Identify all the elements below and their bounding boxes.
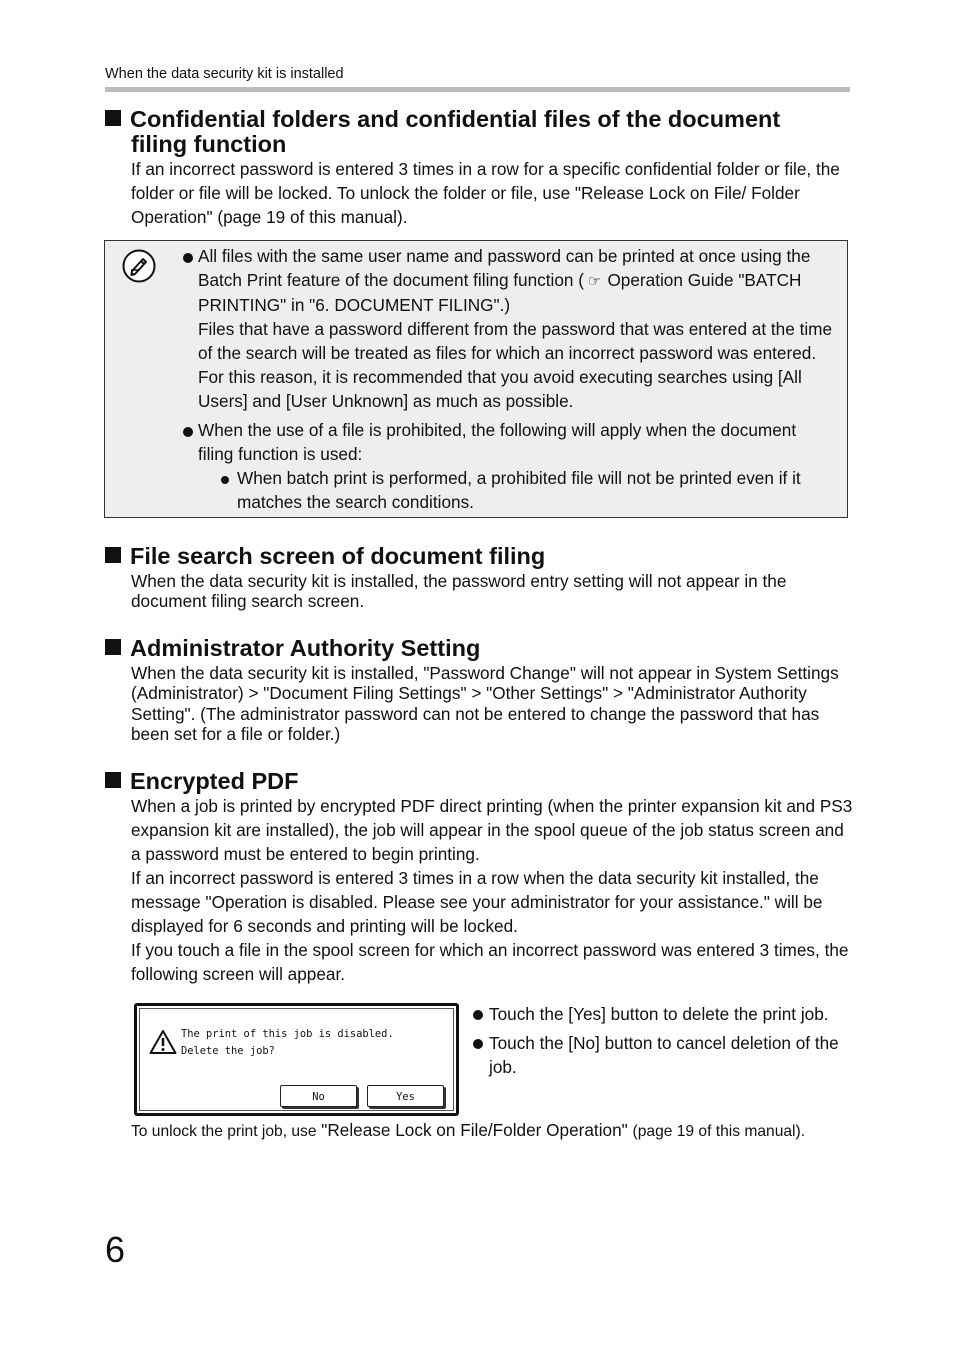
section-square-bullet xyxy=(105,772,121,788)
note-item1-ref: Operation Guide "BATCH PRINTING" in "6. DOCUMENT FILING".) xyxy=(198,270,802,315)
pencil-note-icon xyxy=(122,249,156,283)
footnote-part2: "Release Lock on File/Folder Operation" xyxy=(316,1120,633,1140)
instruction-yes: Touch the [Yes] button to delete the print job. xyxy=(489,1004,829,1024)
note-item xyxy=(183,418,833,514)
dialog-instructions xyxy=(473,1002,858,1079)
dialog-message xyxy=(181,1026,394,1060)
note-box xyxy=(104,240,848,518)
section-square-bullet xyxy=(105,639,121,655)
confidential-body xyxy=(131,157,853,229)
confidential-paragraph: If an incorrect password is entered 3 times in a row for a specific confidential folder or file, the folder or file will be locked. To unlock the folder or file, use "Release Lock on File/ Folder Operation" (page 19 of this manual). xyxy=(131,159,840,227)
page-number: 6 xyxy=(105,1229,126,1270)
encrypted-paragraph-3: If you touch a file in the spool screen for which an incorrect password was entered 3 times, the following screen will appear. xyxy=(131,940,849,984)
note-item1-followup: Files that have a password different from the password that was entered at the time of the search will be treated as files for which an incorrect password was entered. For this reason, it is recommended that you avoid executing searches using [All Users] and [User Unknown] as much as possible. xyxy=(198,319,833,411)
job-disabled-dialog xyxy=(134,1003,459,1116)
note-item xyxy=(183,244,833,413)
section-square-bullet xyxy=(105,547,121,563)
reference-hand-icon: ☞ xyxy=(587,272,602,290)
encrypted-paragraph-1: When a job is printed by encrypted PDF direct printing (when the printer expansion kit and PS3 expansion kit are installed), the job will appear in the spool queue of the job status screen and a password must be entered to begin printing. xyxy=(131,796,853,864)
section-title-encrypted xyxy=(105,769,298,794)
dialog-message-line1: The print of this job is disabled. xyxy=(181,1028,394,1040)
note-subitem xyxy=(198,466,833,514)
section-title-text: File search screen of document filing xyxy=(130,543,546,569)
no-button[interactable]: No xyxy=(280,1085,357,1107)
dialog-message-line2: Delete the job? xyxy=(181,1045,275,1057)
bullet-dot xyxy=(183,427,193,437)
file-search-paragraph: When the data security kit is installed, the password entry setting will not appear in the document filing search screen. xyxy=(131,571,787,612)
section-title-admin xyxy=(105,636,480,661)
section-title-line2: filing function xyxy=(131,131,287,157)
bullet-dot xyxy=(183,253,193,263)
yes-button[interactable]: Yes xyxy=(367,1085,444,1107)
section-title-confidential xyxy=(105,107,780,157)
admin-paragraph: When the data security kit is installed, "Password Change" will not appear in System Settings (Administrator) > "Document Filing Settings" > "Other Settings" > "Administrator Authority Setting". (The administrator password can not be entered to change the password that has been set for a file or folder.) xyxy=(131,663,839,744)
section-title-line1: Confidential folders and confidential files of the document xyxy=(130,106,781,132)
header-rule xyxy=(105,87,850,92)
section-title-text: Administrator Authority Setting xyxy=(130,635,481,661)
running-header: When the data security kit is installed xyxy=(105,66,344,82)
encrypted-body xyxy=(131,794,853,986)
dialog-inner-frame xyxy=(139,1008,454,1111)
note-subitem-text: When batch print is performed, a prohibited file will not be printed even if it matches the search conditions. xyxy=(237,468,801,512)
bullet-dot xyxy=(473,1010,483,1020)
note-list xyxy=(183,244,833,514)
instruction-item xyxy=(473,1031,858,1079)
admin-body xyxy=(131,663,853,744)
section-title-file-search xyxy=(105,544,545,569)
sub-bullet-dot xyxy=(221,476,229,484)
file-search-body xyxy=(131,571,853,612)
instruction-no: Touch the [No] button to cancel deletion of the job. xyxy=(489,1033,839,1077)
note-item2-text: When the use of a file is prohibited, the following will apply when the document filing function is used: xyxy=(198,420,797,464)
footnote-part3: (page 19 of this manual). xyxy=(632,1123,806,1140)
encrypted-paragraph-2: If an incorrect password is entered 3 times in a row when the data security kit installed, the message "Operation is disabled. Please see your administrator for your assistance." will be displayed for 6 seconds and printing will be locked. xyxy=(131,868,823,936)
footnote-part1: To unlock the print job, use xyxy=(131,1123,317,1140)
note-item1-text: All files with the same user name and password can be printed at once using the Batch Print feature of the document filing function ( xyxy=(198,246,811,290)
instruction-item xyxy=(473,1002,858,1026)
bullet-dot xyxy=(473,1039,483,1049)
section-square-bullet xyxy=(105,110,121,126)
warning-triangle-icon xyxy=(149,1029,177,1055)
unlock-footnote xyxy=(131,1119,861,1143)
section-title-text: Encrypted PDF xyxy=(130,768,299,794)
